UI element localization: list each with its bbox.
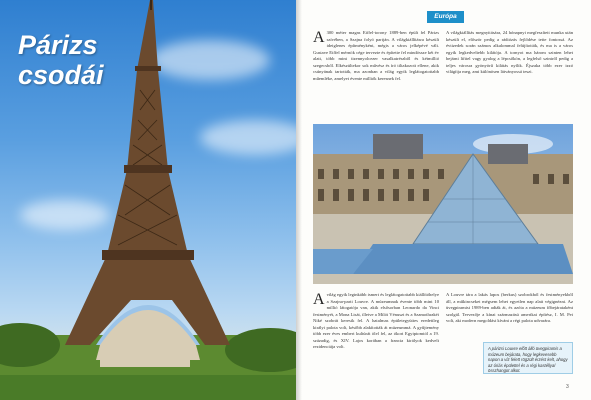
title-line-1: Párizs xyxy=(18,30,98,60)
photo-caption-box xyxy=(483,342,573,374)
lower-column-2 xyxy=(446,292,573,338)
intro-column-2 xyxy=(446,30,573,122)
title-line-2: csodái xyxy=(18,60,104,90)
louvre-photo xyxy=(313,124,573,284)
lower-text-2: A Louvre tára a lakás lapos (berkus) szobrokból és festményekből áll, a műkincseket mégsem lehet egyetlen nap alatt végignézni. Az üvegpiramist 1989-ben adták át, és azóta a múzeum főbejárataként szolgál. Tervezője a kínai származású amerikai építész, I. M. Pei volt, aki modern megoldást kívánt a régi palota udvarára. xyxy=(446,292,573,323)
drop-cap: A xyxy=(313,30,325,46)
page-number: 3 xyxy=(566,384,569,390)
intro-text-2: A világkiállítás megnyitására, 24 hónapnyi megfeszített munka után készült el, először pedig a rádiózás fejlődése tette fontossá. Az évtizedek során számos alkalommal felújították, és ma is a város egyik legkedveltebb kilátója. A tornyot ma három szinten lehet bejárni lifttel vagy gyalog a lépcsőkön, a legfelső szintről pedig a teljes városra gyönyörű kilátás nyílik. Éjszaka több ezer izzó világítja meg, ami különösen látványossá teszi. xyxy=(446,30,573,74)
drop-cap-2: A xyxy=(313,292,325,308)
intro-column-1 xyxy=(313,30,439,122)
louvre-pyramid-image xyxy=(313,124,573,284)
section-tag: Európa xyxy=(427,11,464,23)
page-title xyxy=(18,30,104,90)
lower-text-1: világ egyik leginkább ismert és leglátogatottabb kiállítóhelye a Szajna-parti Louvre. A múzeumnak évente több mint 10 millió látogatója van, akik elsősorban Leonardo da Vinci festményét, a Mona Lisát, illetve a Milói Vénuszt és a Szamothrakéi Niké szobrát keresik fel. A hatalmas épületegyüttes eredetileg királyi palota volt, később alakították át múzeummá. A gyűjtemény több ezer éves emberi kultúrát ölel fel, az ókori Egyiptomtól a 19. századig, és XIV. Lajos korában a francia királyok kedvelt rezidenciája volt. xyxy=(313,292,439,349)
caption-text: A párizsi Louvre előtt álló üvegpiramis a múzeum bejárata, hogy legkevesebb napon a víz felett rögzült érzést kelt, ahogy az óriás épülettel és a régi kastéllyal összhangot alkot. xyxy=(488,346,568,374)
intro-text-1: 300 méter magas Eiffel-torony 1889-ben épült fel Párizs szívében, a Szajna folyó partján. A világkiállításra készült ideiglenes építményként, mégis a város jelképévé vált. Gustave Eiffel mérnök cége tervezte és építette fel mindössze két év alatt, több mint tizennyolcezer vasalkatrészből és kétmillió szegecsből. Elkészültekor sok művész és író tiltakozott ellene, akik csúnyának tartották, ma azonban a világ egyik leglátogatottabb műemléke, amelyet évente milliók keresnek fel. xyxy=(313,30,439,81)
lower-column-1 xyxy=(313,292,439,384)
page-gutter-shadow xyxy=(296,0,302,400)
